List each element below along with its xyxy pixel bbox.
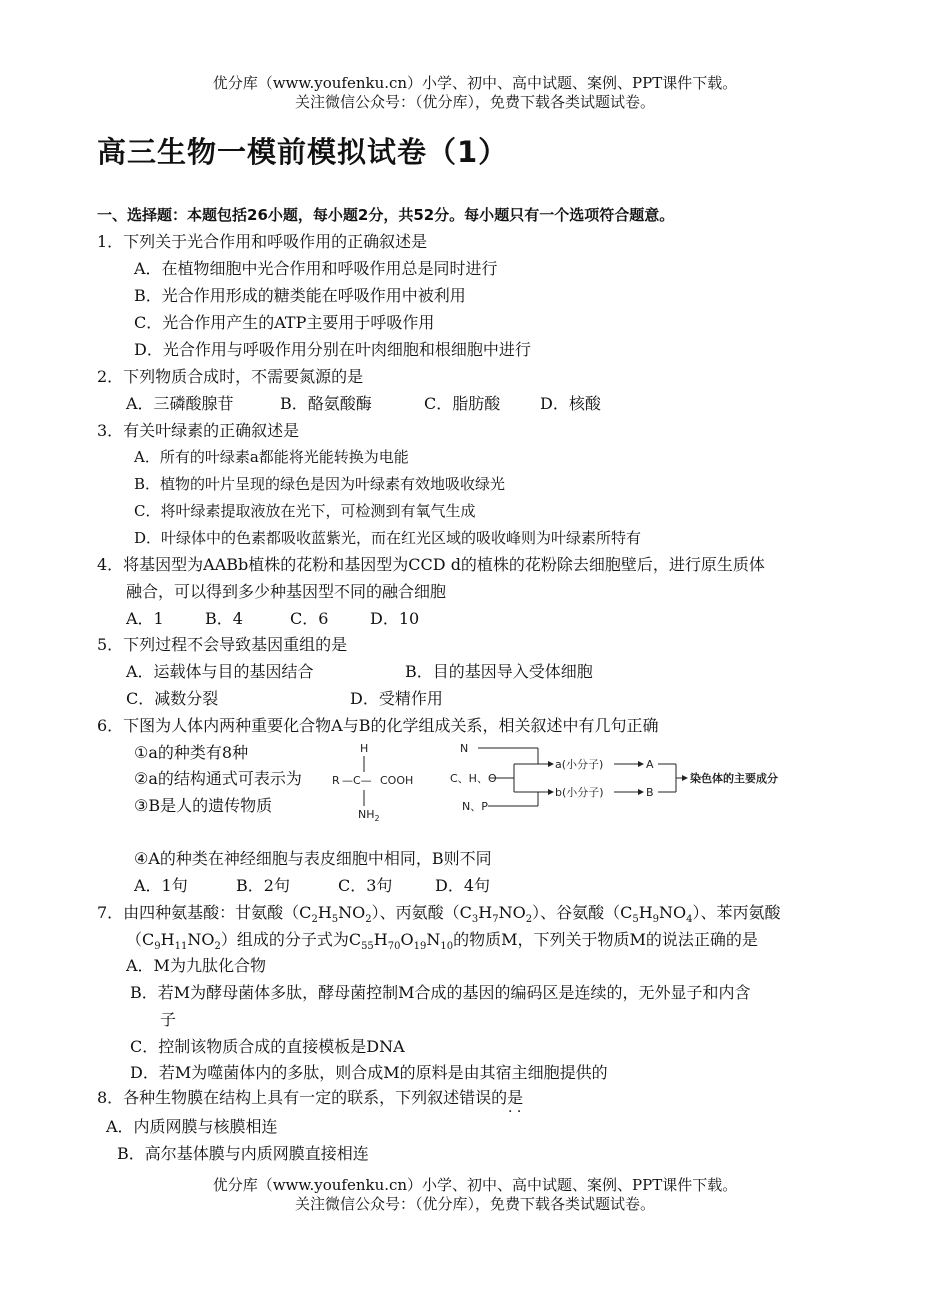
q4-option-a: A．1 bbox=[126, 609, 164, 628]
q5-option-c: C．减数分裂 bbox=[126, 689, 219, 708]
q5-stem: 5．下列过程不会导致基因重组的是 bbox=[97, 635, 348, 654]
q2-option-b: B．酪氨酸酶 bbox=[280, 394, 372, 413]
flow-small-a: a(小分子) bbox=[555, 758, 604, 771]
q8-option-b: B．高尔基体膜与内质网膜直接相连 bbox=[117, 1144, 369, 1163]
q1-option-a: A．在植物细胞中光合作用和呼吸作用总是同时进行 bbox=[134, 259, 498, 278]
q2-option-c: C．脂肪酸 bbox=[424, 394, 501, 413]
formula-cooh: COOH bbox=[380, 774, 414, 787]
q7-option-b-line1: B．若M为酵母菌体多肽，酵母菌控制M合成的基因的编码区是连续的，无外显子和内含 bbox=[130, 983, 751, 1002]
q4-stem-line1: 4．将基因型为AABb植株的花粉和基因型为CCD d的植株的花粉除去细胞壁后，进行原生质体 bbox=[97, 555, 765, 574]
q6-option-a: A．1句 bbox=[134, 876, 188, 895]
q7-option-c: C．控制该物质合成的直接模板是DNA bbox=[130, 1037, 405, 1056]
q8-option-a: A．内质网膜与核膜相连 bbox=[106, 1117, 278, 1136]
q6-option-b: B．2句 bbox=[236, 876, 290, 895]
q3-stem: 3．有关叶绿素的正确叙述是 bbox=[97, 421, 300, 440]
q3-option-c: C．将叶绿素提取液放在光下，可检测到有氧气生成 bbox=[134, 502, 476, 520]
section-heading: 一、选择题：本题包括26小题，每小题2分，共52分。每小题只有一个选项符合题意。 bbox=[97, 206, 675, 224]
q4-option-b: B．4 bbox=[205, 609, 243, 628]
q1-option-d: D．光合作用与呼吸作用分别在叶肉细胞和根细胞中进行 bbox=[134, 340, 531, 359]
q7-option-a: A．M为九肽化合物 bbox=[126, 956, 266, 975]
q3-option-d: D．叶绿体中的色素都吸收蓝紫光，而在红光区域的吸收峰则为叶绿素所特有 bbox=[134, 529, 642, 547]
q2-stem: 2．下列物质合成时，不需要氮源的是 bbox=[97, 367, 364, 386]
page-header-line2: 关注微信公众号：（优分库），免费下载各类试题试卷。 bbox=[294, 93, 655, 111]
flow-big-b: B bbox=[646, 786, 654, 799]
q3-option-a: A．所有的叶绿素a都能将光能转换为电能 bbox=[134, 448, 409, 466]
q7-stem-line1: 7．由四种氨基酸：甘氨酸$(C_2H_5NO_2)$、丙氨酸$(C_3H_7NO_2)$、谷氨酸$(C_5H_9NO_4)$、苯丙氨酸 bbox=[97, 903, 781, 926]
flow-np: N、P bbox=[462, 800, 488, 813]
q6-statement-3: ③B是人的遗传物质 bbox=[134, 796, 273, 815]
flow-n: N bbox=[460, 742, 469, 755]
q7-stem-line2: $(C_9H_{11}NO_2)$组成的分子式为$C_{55}H_{70}O_{19}N_{10}$的物质M，下列关于物质M的说法正确的是 bbox=[126, 930, 758, 953]
q4-stem-line2: 融合，可以得到多少种基因型不同的融合细胞 bbox=[126, 582, 447, 601]
q6-statement-1: ①a的种类有8种 bbox=[134, 743, 249, 762]
q5-option-a: A．运载体与目的基因结合 bbox=[126, 662, 314, 681]
q6-option-c: C．3句 bbox=[338, 876, 393, 895]
q6-statement-4: ④A的种类在神经细胞与表皮细胞中相同，B则不同 bbox=[134, 849, 492, 868]
formula-h: H bbox=[360, 742, 369, 755]
flow-small-b: b(小分子) bbox=[555, 786, 604, 799]
formula-nh2: $NH_2$ bbox=[358, 808, 380, 823]
q6-stem: 6．下图为人体内两种重要化合物A与B的化学组成关系，相关叙述中有几句正确 bbox=[97, 716, 659, 735]
q1-option-b: B．光合作用形成的糖类能在呼吸作用中被利用 bbox=[134, 286, 466, 305]
flow-result: 染色体的主要成分 bbox=[690, 772, 778, 785]
flow-big-a: A bbox=[646, 758, 654, 771]
page-header-line1: 优分库（www.youfenku.cn）小学、初中、高中试题、案例、PPT课件下载。 bbox=[212, 74, 738, 92]
q3-option-b: B．植物的叶片呈现的绿色是因为叶绿素有效地吸收绿光 bbox=[134, 475, 506, 493]
page-footer-line1: 优分库（www.youfenku.cn）小学、初中、高中试题、案例、PPT课件下载。 bbox=[212, 1176, 738, 1194]
q7-option-d: D．若M为噬菌体内的多肽，则合成M的原料是由其宿主细胞提供的 bbox=[130, 1063, 608, 1082]
q4-option-c: C．6 bbox=[290, 609, 329, 628]
q6-diagram bbox=[328, 740, 798, 828]
formula-bond: —C— bbox=[342, 774, 372, 787]
q1-stem: 1．下列关于光合作用和呼吸作用的正确叙述是 bbox=[97, 232, 428, 251]
q2-option-d: D．核酸 bbox=[540, 394, 601, 413]
q5-option-b: B．目的基因导入受体细胞 bbox=[405, 662, 593, 681]
flow-cho: C、H、O bbox=[450, 772, 497, 785]
page-footer-line2: 关注微信公众号：（优分库），免费下载各类试题试卷。 bbox=[294, 1195, 655, 1213]
q4-option-d: D．10 bbox=[370, 609, 420, 628]
q5-option-d: D．受精作用 bbox=[350, 689, 443, 708]
q1-option-c: C．光合作用产生的ATP主要用于呼吸作用 bbox=[134, 313, 435, 332]
q8-stem: 8．各种生物膜在结构上具有一定的联系，下列叙述错误的是 bbox=[97, 1088, 524, 1107]
emphasis-dots: · · bbox=[508, 1104, 522, 1120]
formula-r: R bbox=[332, 774, 340, 787]
q2-option-a: A．三磷酸腺苷 bbox=[126, 394, 234, 413]
page-title: 高三生物一模前模拟试卷（1） bbox=[97, 135, 509, 169]
q6-option-d: D．4句 bbox=[435, 876, 491, 895]
q6-statement-2: ②a的结构通式可表示为 bbox=[134, 769, 302, 788]
q7-option-b-line2: 子 bbox=[160, 1010, 177, 1029]
